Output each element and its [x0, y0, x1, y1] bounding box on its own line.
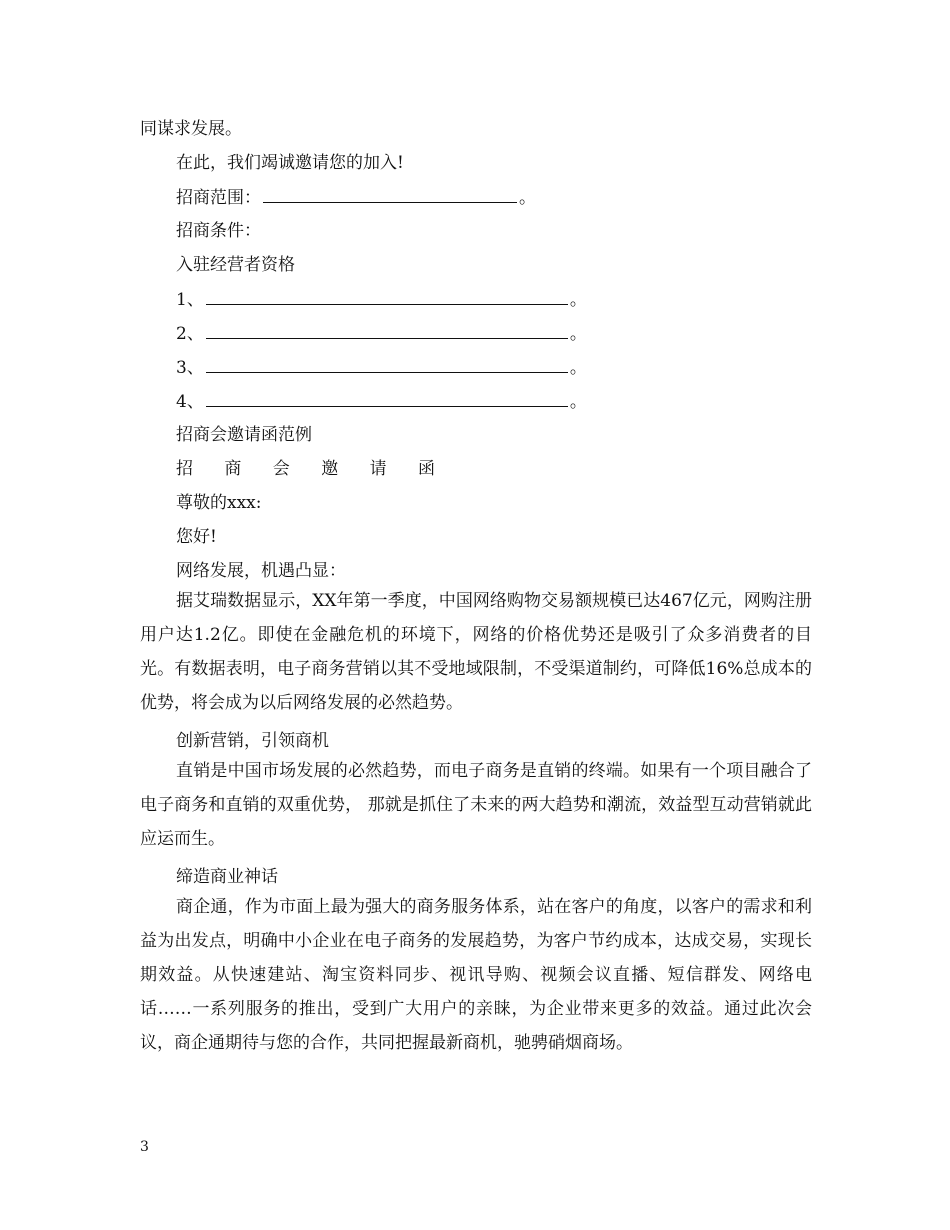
salutation: 尊敬的xxx:: [176, 493, 262, 513]
scope-end: 。: [519, 188, 536, 208]
greeting: 您好!: [176, 527, 217, 547]
item-blank: [206, 390, 568, 407]
item-number: 2、: [176, 324, 204, 344]
list-item: [176, 390, 587, 413]
qualification-heading: 入驻经营者资格: [176, 255, 295, 275]
item-number: 4、: [176, 392, 204, 412]
text-line: 同谋求发展。: [140, 119, 242, 139]
item-blank: [206, 288, 568, 305]
scope-label: 招商范围：: [176, 188, 261, 208]
page-number: 3: [140, 1139, 149, 1155]
section-heading: 缔造商业神话: [176, 867, 278, 887]
scope-blank: [263, 186, 517, 203]
paragraph: 据艾瑞数据显示，XX年第一季度，中国网络购物交易额规模已达467亿元，网购注册用户达1.2亿。即使在金融危机的环境下，网络的价格优势还是吸引了众多消费者的目光。有数据表明，电子商务营销以其不受地域限制，不受渠道制约，可降低16%总成本的优势，将会成为以后网络发展的必然趋势。: [140, 591, 812, 713]
section-heading: 创新营销，引领商机: [176, 731, 329, 751]
item-blank: [206, 322, 568, 339]
invitation-line: 在此，我们竭诚邀请您的加入!: [176, 153, 404, 173]
letter-title: 招 商 会 邀 请 函: [176, 459, 449, 479]
item-number: 3、: [176, 358, 204, 378]
section-heading: 招商会邀请函范例: [176, 425, 312, 445]
section-heading: 网络发展，机遇凸显：: [176, 561, 346, 581]
list-item: [176, 356, 587, 379]
paragraph: 直销是中国市场发展的必然趋势，而电子商务是直销的终端。如果有一个项目融合了电子商务和直销的双重优势， 那就是抓住了未来的两大趋势和潮流，效益型互动营销就此应运而生。: [140, 761, 812, 849]
item-end: 。: [569, 290, 587, 310]
item-number: 1、: [176, 290, 204, 310]
item-end: 。: [569, 392, 587, 412]
list-item: [176, 322, 587, 345]
item-end: 。: [569, 358, 587, 378]
item-blank: [206, 356, 568, 373]
conditions-heading: 招商条件：: [176, 221, 261, 241]
item-end: 。: [569, 324, 587, 344]
list-item: [176, 288, 587, 311]
scope-line: [176, 186, 536, 209]
paragraph: 商企通，作为市面上最为强大的商务服务体系，站在客户的角度，以客户的需求和利益为出发点，明确中小企业在电子商务的发展趋势，为客户节约成本，达成交易，实现长期效益。从快速建站、淘宝资料同步、视讯导购、视频会议直播、短信群发、网络电话……一系列服务的推出，受到广大用户的亲睐，为企业带来更多的效益。通过此次会议，商企通期待与您的合作，共同把握最新商机，驰骋硝烟商场。: [140, 897, 812, 1053]
